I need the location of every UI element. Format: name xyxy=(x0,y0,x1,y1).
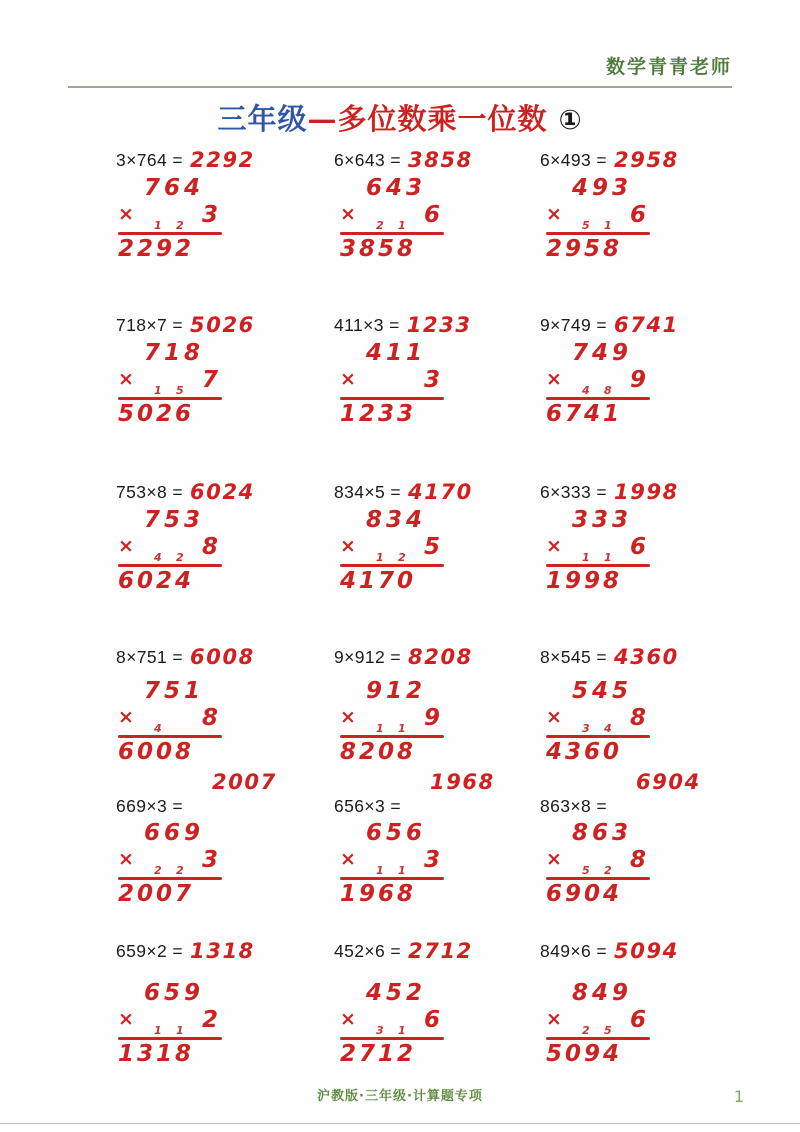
problem-equation xyxy=(334,312,472,336)
multiplicand: 669 xyxy=(144,820,205,846)
carry-mark: 2 xyxy=(398,551,406,564)
multiplier-row xyxy=(118,369,222,395)
equation-expression: 718×7 = xyxy=(116,315,184,335)
carry-mark: 1 xyxy=(398,219,406,232)
multiplier-row xyxy=(118,204,222,230)
computation-rule xyxy=(118,232,222,235)
multiplier: 9 xyxy=(423,705,440,731)
equation-answer: 2007 xyxy=(212,770,277,794)
multiply-icon: × xyxy=(546,535,562,557)
vertical-computation xyxy=(340,509,444,593)
author-credit: 数学青青老师 xyxy=(605,56,732,78)
carry-mark: 5 xyxy=(176,384,184,397)
problem-row xyxy=(104,770,734,934)
product: 5094 xyxy=(546,1040,623,1067)
multiply-icon: × xyxy=(118,535,134,557)
multiplier: 6 xyxy=(629,1007,646,1033)
multiplier-row xyxy=(340,204,444,230)
computation-rule xyxy=(546,1037,650,1040)
vertical-computation xyxy=(340,680,444,764)
problem-cell xyxy=(528,770,738,934)
equation-expression: 863×8 = xyxy=(540,796,608,816)
problem-equation xyxy=(540,312,679,336)
problem-row xyxy=(104,308,734,475)
equation-expression: 411×3 = xyxy=(334,315,400,335)
multiply-icon: × xyxy=(340,706,356,728)
multiplier-row xyxy=(118,536,222,562)
header-divider xyxy=(68,86,732,88)
multiplicand: 753 xyxy=(144,507,205,533)
multiplier-row xyxy=(546,369,650,395)
problem-equation xyxy=(334,147,473,171)
equation-expression: 452×6 = xyxy=(334,941,402,961)
problem-equation xyxy=(116,479,255,503)
equation-expression: 9×749 = xyxy=(540,315,608,335)
vertical-computation xyxy=(546,680,650,764)
problem-equation xyxy=(540,796,607,817)
multiplier: 3 xyxy=(201,202,218,228)
equation-expression: 834×5 = xyxy=(334,482,402,502)
vertical-computation xyxy=(546,982,650,1066)
title-sheet-number: ① xyxy=(558,105,583,136)
computation-rule xyxy=(340,232,444,235)
multiply-icon: × xyxy=(546,706,562,728)
carry-mark: 3 xyxy=(582,722,590,735)
product: 1968 xyxy=(340,880,417,907)
problem-equation xyxy=(334,479,473,503)
product: 5026 xyxy=(118,400,195,427)
multiply-icon: × xyxy=(118,203,134,225)
problem-equation xyxy=(116,644,255,668)
equation-answer: 4170 xyxy=(408,480,473,504)
vertical-computation xyxy=(546,177,650,261)
multiplicand: 659 xyxy=(144,980,205,1006)
carry-mark: 5 xyxy=(582,219,590,232)
problem-cell xyxy=(322,308,532,475)
multiply-icon: × xyxy=(118,848,134,870)
problem-cell xyxy=(104,308,314,475)
carry-mark: 2 xyxy=(604,864,612,877)
equation-expression: 6×493 = xyxy=(540,150,608,170)
problem-equation xyxy=(540,644,679,668)
computation-rule xyxy=(546,232,650,235)
problem-equation xyxy=(116,147,255,171)
multiplier: 6 xyxy=(423,202,440,228)
multiplicand: 718 xyxy=(144,340,205,366)
multiplicand: 493 xyxy=(572,175,633,201)
computation-rule xyxy=(546,735,650,738)
carry-mark: 3 xyxy=(376,1024,384,1037)
multiplier-row xyxy=(340,707,444,733)
product: 1998 xyxy=(546,567,623,594)
equation-expression: 659×2 = xyxy=(116,941,184,961)
problem-cell xyxy=(528,640,738,792)
multiplicand: 849 xyxy=(572,980,633,1006)
multiply-icon: × xyxy=(118,706,134,728)
product: 6741 xyxy=(546,400,623,427)
problem-equation xyxy=(540,938,679,962)
carry-mark: 1 xyxy=(582,551,590,564)
multiply-icon: × xyxy=(546,368,562,390)
computation-rule xyxy=(546,564,650,567)
computation-rule xyxy=(340,564,444,567)
product: 2007 xyxy=(118,880,195,907)
equation-expression: 849×6 = xyxy=(540,941,608,961)
equation-expression: 753×8 = xyxy=(116,482,184,502)
multiplier: 3 xyxy=(201,847,218,873)
equation-answer: 5094 xyxy=(614,939,679,963)
carry-mark: 1 xyxy=(376,864,384,877)
carry-mark: 4 xyxy=(154,551,162,564)
carry-mark: 1 xyxy=(154,384,162,397)
carry-mark: 1 xyxy=(154,1024,162,1037)
multiplier-row xyxy=(546,536,650,562)
vertical-computation xyxy=(340,177,444,261)
multiply-icon: × xyxy=(340,368,356,390)
equation-answer: 3858 xyxy=(408,148,473,172)
carry-mark: 4 xyxy=(154,722,162,735)
multiplier: 8 xyxy=(201,534,218,560)
multiplicand: 656 xyxy=(366,820,427,846)
equation-answer: 2958 xyxy=(614,148,679,172)
problem-row xyxy=(104,934,734,1084)
multiplicand: 643 xyxy=(366,175,427,201)
carry-mark: 1 xyxy=(398,1024,406,1037)
vertical-computation xyxy=(340,342,444,426)
equation-answer: 2712 xyxy=(408,939,473,963)
computation-rule xyxy=(340,397,444,400)
vertical-computation xyxy=(340,822,444,906)
multiplier: 8 xyxy=(201,705,218,731)
multiply-icon: × xyxy=(546,1008,562,1030)
carry-mark: 8 xyxy=(604,384,612,397)
multiplicand: 749 xyxy=(572,340,633,366)
multiplier-row xyxy=(118,849,222,875)
product: 6008 xyxy=(118,738,195,765)
equation-answer: 1968 xyxy=(430,770,495,794)
computation-rule xyxy=(546,877,650,880)
problem-cell xyxy=(528,143,738,308)
multiplier-row xyxy=(340,536,444,562)
multiplier: 7 xyxy=(201,367,218,393)
computation-rule xyxy=(118,1037,222,1040)
problem-cell xyxy=(322,475,532,640)
multiplier-row xyxy=(118,707,222,733)
computation-rule xyxy=(118,877,222,880)
multiply-icon: × xyxy=(340,203,356,225)
product: 1233 xyxy=(340,400,417,427)
product: 6024 xyxy=(118,567,195,594)
carry-mark: 2 xyxy=(176,864,184,877)
equation-answer: 8208 xyxy=(408,645,473,669)
equation-answer: 1233 xyxy=(406,313,472,337)
vertical-computation xyxy=(546,342,650,426)
equation-expression: 669×3 = xyxy=(116,796,184,816)
computation-rule xyxy=(546,397,650,400)
carry-mark: 2 xyxy=(376,219,384,232)
problem-cell xyxy=(104,770,314,934)
carry-mark: 1 xyxy=(176,1024,184,1037)
problem-cell xyxy=(322,143,532,308)
multiply-icon: × xyxy=(340,535,356,557)
computation-rule xyxy=(340,877,444,880)
computation-rule xyxy=(340,735,444,738)
product: 3858 xyxy=(340,235,417,262)
equation-answer: 6024 xyxy=(190,480,255,504)
problem-equation xyxy=(540,479,679,503)
product: 4360 xyxy=(546,738,623,765)
equation-answer: 1998 xyxy=(614,480,679,504)
problem-equation xyxy=(116,312,255,336)
multiplier: 5 xyxy=(423,534,440,560)
equation-expression: 8×545 = xyxy=(540,647,608,667)
vertical-computation xyxy=(546,509,650,593)
multiplier: 8 xyxy=(629,705,646,731)
multiplier-row xyxy=(546,849,650,875)
carry-mark: 1 xyxy=(376,722,384,735)
problem-equation xyxy=(116,796,183,817)
multiplicand: 863 xyxy=(572,820,633,846)
vertical-computation xyxy=(118,822,222,906)
product: 2712 xyxy=(340,1040,417,1067)
product: 2292 xyxy=(118,235,195,262)
problem-equation xyxy=(116,938,255,962)
product: 1318 xyxy=(118,1040,195,1067)
carry-mark: 5 xyxy=(604,1024,612,1037)
vertical-computation xyxy=(546,822,650,906)
vertical-computation xyxy=(118,680,222,764)
product: 4170 xyxy=(340,567,417,594)
equation-expression: 656×3 = xyxy=(334,796,402,816)
multiplicand: 545 xyxy=(572,678,633,704)
vertical-computation xyxy=(118,982,222,1066)
problem-equation xyxy=(540,147,679,171)
multiplicand: 751 xyxy=(144,678,205,704)
equation-answer: 1318 xyxy=(190,939,255,963)
multiply-icon: × xyxy=(546,203,562,225)
equation-answer: 5026 xyxy=(190,313,255,337)
computation-rule xyxy=(340,1037,444,1040)
vertical-computation xyxy=(118,509,222,593)
carry-mark: 1 xyxy=(376,551,384,564)
multiply-icon: × xyxy=(118,1008,134,1030)
equation-answer: 2292 xyxy=(190,148,255,172)
product: 2958 xyxy=(546,235,623,262)
problem-cell xyxy=(104,143,314,308)
multiplier-row xyxy=(118,1009,222,1035)
carry-mark: 1 xyxy=(604,551,612,564)
multiplicand: 834 xyxy=(366,507,427,533)
multiply-icon: × xyxy=(340,848,356,870)
multiplier-row xyxy=(546,204,650,230)
equation-expression: 3×764 = xyxy=(116,150,184,170)
multiplier: 6 xyxy=(629,202,646,228)
multiplier: 6 xyxy=(629,534,646,560)
equation-answer: 4360 xyxy=(614,645,679,669)
carry-mark: 1 xyxy=(398,864,406,877)
carry-mark: 4 xyxy=(582,384,590,397)
problem-cell xyxy=(322,770,532,934)
computation-rule xyxy=(118,735,222,738)
computation-rule xyxy=(118,397,222,400)
equation-expression: 8×751 = xyxy=(116,647,184,667)
problem-cell xyxy=(528,475,738,640)
multiply-icon: × xyxy=(546,848,562,870)
carry-mark: 2 xyxy=(176,219,184,232)
vertical-computation xyxy=(118,177,222,261)
multiplier-row xyxy=(546,707,650,733)
carry-mark: 2 xyxy=(154,864,162,877)
product: 6904 xyxy=(546,880,623,907)
vertical-computation xyxy=(118,342,222,426)
carry-mark: 2 xyxy=(582,1024,590,1037)
problem-cell xyxy=(528,308,738,475)
multiplicand: 333 xyxy=(572,507,633,533)
multiplicand: 452 xyxy=(366,980,427,1006)
equation-answer: 6904 xyxy=(636,770,701,794)
page-title xyxy=(0,97,800,138)
multiplicand: 912 xyxy=(366,678,427,704)
equation-answer: 6008 xyxy=(190,645,255,669)
equation-answer: 6741 xyxy=(614,313,679,337)
problem-row xyxy=(104,143,734,308)
title-grade: 三年级 xyxy=(217,102,308,136)
carry-mark: 1 xyxy=(154,219,162,232)
footer-caption: 沪教版·三年级·计算题专项 xyxy=(317,1089,483,1104)
problem-equation xyxy=(334,644,473,668)
problem-cell xyxy=(322,640,532,792)
equation-expression: 6×643 = xyxy=(334,150,402,170)
carry-mark: 1 xyxy=(604,219,612,232)
multiplier: 3 xyxy=(423,847,440,873)
product: 8208 xyxy=(340,738,417,765)
footer-divider xyxy=(0,1123,800,1125)
multiply-icon: × xyxy=(118,368,134,390)
page-header xyxy=(68,52,732,88)
multiplier: 6 xyxy=(423,1007,440,1033)
multiply-icon: × xyxy=(340,1008,356,1030)
problem-equation xyxy=(334,796,401,817)
carry-mark: 1 xyxy=(398,722,406,735)
multiplier-row xyxy=(546,1009,650,1035)
page-number: 1 xyxy=(733,1087,744,1106)
carry-mark: 5 xyxy=(582,864,590,877)
problem-cell xyxy=(104,934,314,1084)
problem-cell xyxy=(322,934,532,1084)
equation-expression: 6×333 = xyxy=(540,482,608,502)
multiplicand: 764 xyxy=(144,175,205,201)
carry-mark: 4 xyxy=(604,722,612,735)
vertical-computation xyxy=(340,982,444,1066)
multiplicand: 411 xyxy=(366,340,427,366)
multiplier: 9 xyxy=(629,367,646,393)
multiplier: 8 xyxy=(629,847,646,873)
equation-expression: 9×912 = xyxy=(334,647,402,667)
title-topic: —多位数乘一位数 xyxy=(307,102,548,136)
problem-grid xyxy=(104,143,734,1084)
problem-cell xyxy=(528,934,738,1084)
problem-row xyxy=(104,475,734,640)
problem-equation xyxy=(334,938,473,962)
carry-mark: 2 xyxy=(176,551,184,564)
problem-cell xyxy=(104,640,314,792)
multiplier-row xyxy=(340,849,444,875)
multiplier-row xyxy=(340,369,444,395)
multiplier: 2 xyxy=(201,1007,218,1033)
computation-rule xyxy=(118,564,222,567)
multiplier-row xyxy=(340,1009,444,1035)
multiplier: 3 xyxy=(423,367,440,393)
problem-cell xyxy=(104,475,314,640)
